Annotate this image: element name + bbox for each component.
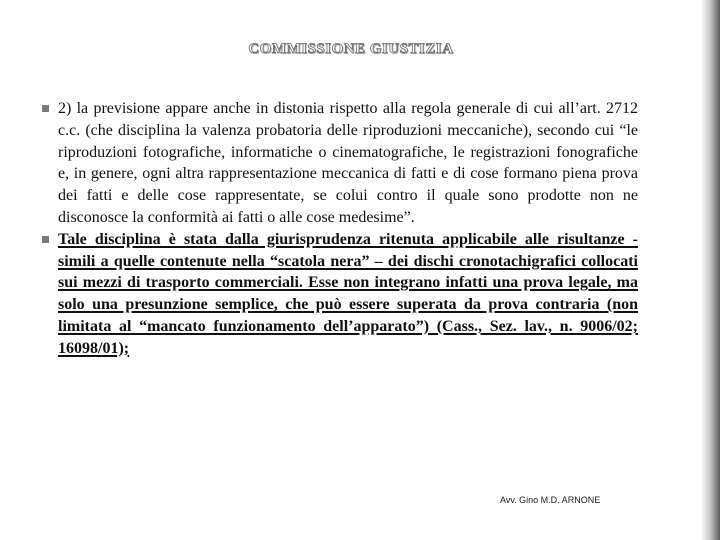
square-bullet-icon (42, 105, 49, 112)
slide-title: COMMISSIONE GIUSTIZIA (248, 41, 454, 57)
bullet-text: 2) la previsione appare anche in distonia rispetto alla regola generale di cui all’art. 2712 c.c. (che disciplina la valenza probatoria delle riproduzioni meccaniche), secondo cui “le riproduzioni fotografiche, informatiche o cinematografiche, le registrazioni fonografiche e, in genere, ogni altra rappresentazione meccanica di fatti e di cose formano piena prova dei fatti e delle cose rappresentate, se colui contro il quale sono prodotte non ne disconosce la conformità ai fatti o alle cose medesime”. (58, 100, 638, 226)
bullet-item (42, 229, 638, 360)
bullet-item (42, 98, 638, 229)
bullet-text: Tale disciplina è stata dalla giurisprudenza ritenuta applicabile alle risultanze - simili a quelle contenute nella “scatola nera” – dei dischi cronotachigrafici collocati sui mezzi di trasporto commerciali. Esse non integrano infatti una prova legale, ma solo una presunzione semplice, che può essere superata da prova contraria (non limitata al “mancato funzionamento dell’apparato”) (Cass., Sez. lav., n. 9006/02; 16098/01); (58, 230, 638, 357)
square-bullet-icon (42, 236, 49, 243)
slide-right-border (702, 0, 720, 540)
slide-content (42, 98, 638, 360)
author-footer: Avv. Gino M.D. ARNONE (500, 495, 601, 505)
